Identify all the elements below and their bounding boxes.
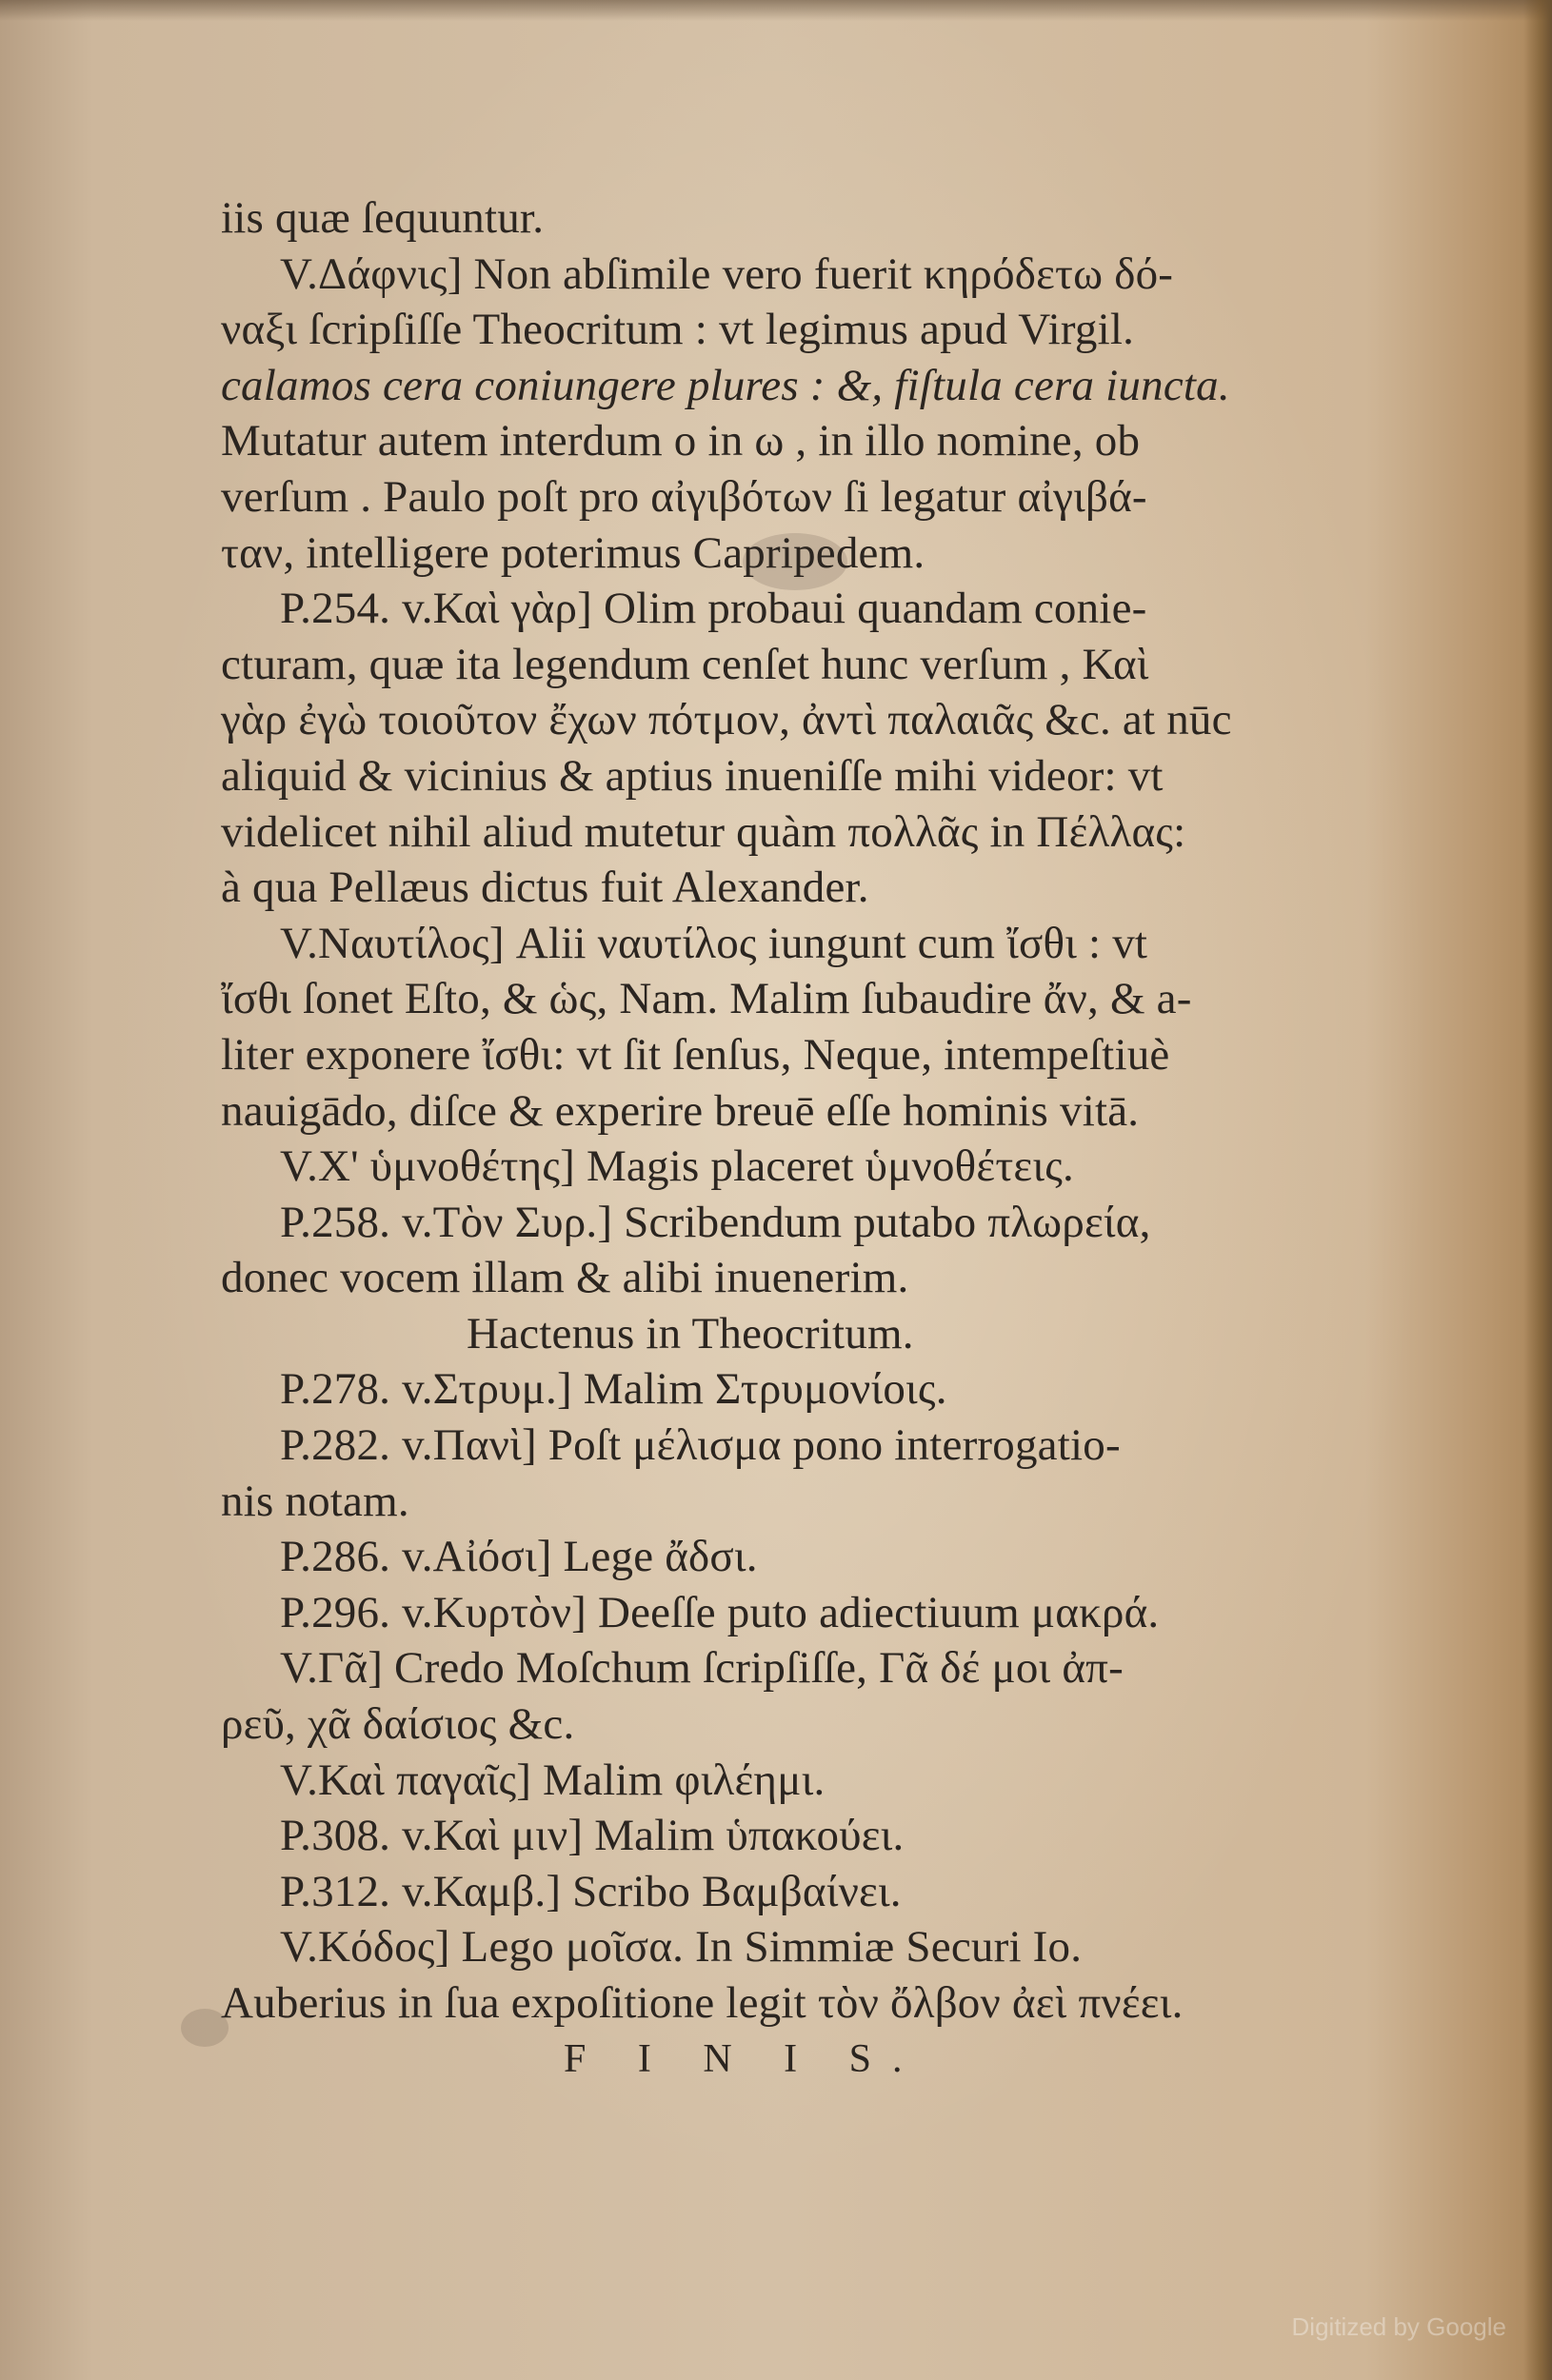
text-line: V.Χ' ὑμνοθέτης] Magis placeret ὑμνοθέτεις. (280, 1141, 1074, 1192)
text-line: V.Γᾶ] Credo Moſchum ſcripſiſſe, Γᾶ δέ μοι ἀπ- (280, 1643, 1124, 1694)
text-line: γὰρ ἐγὼ τοιοῦτον ἔχων πότμον, ἀντὶ παλαιᾶς &c. at nūc (221, 695, 1232, 745)
text-line: verſum . Paulo poſt pro αἰγιβότων ſi legatur αἰγιβά- (221, 471, 1147, 522)
text-line: V.Καὶ παγαῖς] Malim φιλέημι. (280, 1755, 826, 1805)
text-line: Mutatur autem interdum ο in ω , in illo nomine, ob (221, 416, 1141, 466)
section-end-heading: Hactenus in Theocritum. (467, 1308, 914, 1359)
text-line: P.254. v.Καὶ γὰρ] Olim probaui quandam conie- (280, 584, 1147, 634)
watermark: Digitized by Google (1291, 2312, 1506, 2341)
text-line: V.Κόδος] Lego μοῖσα. In Simmiæ Securi Io. (280, 1922, 1083, 1973)
text-line: aliquid & vicinius & aptius inueniſſe mihi videor: vt (221, 750, 1164, 801)
finis-label: F I N I S. (564, 2036, 924, 2081)
text-line: cturam, quæ ita legendum cenſet hunc verſum , Καὶ (221, 639, 1149, 689)
text-line: ταν, intelligere poterimus Capripedem. (221, 527, 925, 578)
text-line: V.Ναυτίλος] Alii ναυτίλος iungunt cum ἴσθι : vt (280, 918, 1148, 968)
text-line: P.296. v.Κυρτὸν] Deeſſe puto adiectiuum μακρά. (280, 1587, 1160, 1637)
text-line: P.278. v.Στρυμ.] Malim Στρυμονίοις. (280, 1364, 947, 1415)
text-line: calamos cera coniungere plures : &, fiſtula cera iuncta. (221, 360, 1230, 410)
page-top-shadow (0, 0, 1552, 21)
text-line: P.308. v.Καὶ μιν] Malim ὑπακούει. (280, 1811, 905, 1861)
text-line: iis quæ ſequuntur. (221, 193, 545, 243)
text-line: donec vocem illam & alibi inuenerim. (221, 1253, 909, 1303)
text-line: P.258. v.Τὸν Συρ.] Scribendum putabo πλωρεία, (280, 1197, 1151, 1247)
page-right-edge (1523, 0, 1552, 2380)
text-line: P.286. v.Αἰόσι] Lege ἄδσι. (280, 1532, 758, 1582)
text-line: à qua Pellæus dictus fuit Alexander. (221, 863, 869, 913)
text-line: ρεῦ, χᾶ δαίσιος &c. (221, 1699, 575, 1750)
text-line: nis notam. (221, 1476, 409, 1526)
text-line: V.Δάφνις] Non abſimile vero fuerit κηρόδετω δό- (280, 248, 1174, 299)
page-text (221, 190, 1354, 2087)
text-line: videlicet nihil aliud mutetur quàm πολλᾶς in Πέλλας: (221, 806, 1186, 857)
text-line: nauigādo, diſce & experire breuē eſſe hominis vitā. (221, 1085, 1140, 1136)
text-line: P.282. v.Πανὶ] Poſt μέλισμα pono interrogatio- (280, 1420, 1121, 1471)
text-line: P.312. v.Καμβ.] Scribo Βαμβαίνει. (280, 1866, 902, 1916)
text-line: Auberius in ſua expoſitione legit τὸν ὄλβον ἀεὶ πνέει. (221, 1978, 1184, 2028)
text-line: liter exponere ἴσθι: vt ſit ſenſus, Neque, intempeſtiuè (221, 1029, 1170, 1080)
text-line: ἴσθι ſonet Eſto, & ὡς, Nam. Malim ſubaudire ἄν, & a- (221, 974, 1192, 1024)
text-line: ναξι ſcripſiſſe Theocritum : vt legimus apud Virgil. (221, 305, 1135, 355)
